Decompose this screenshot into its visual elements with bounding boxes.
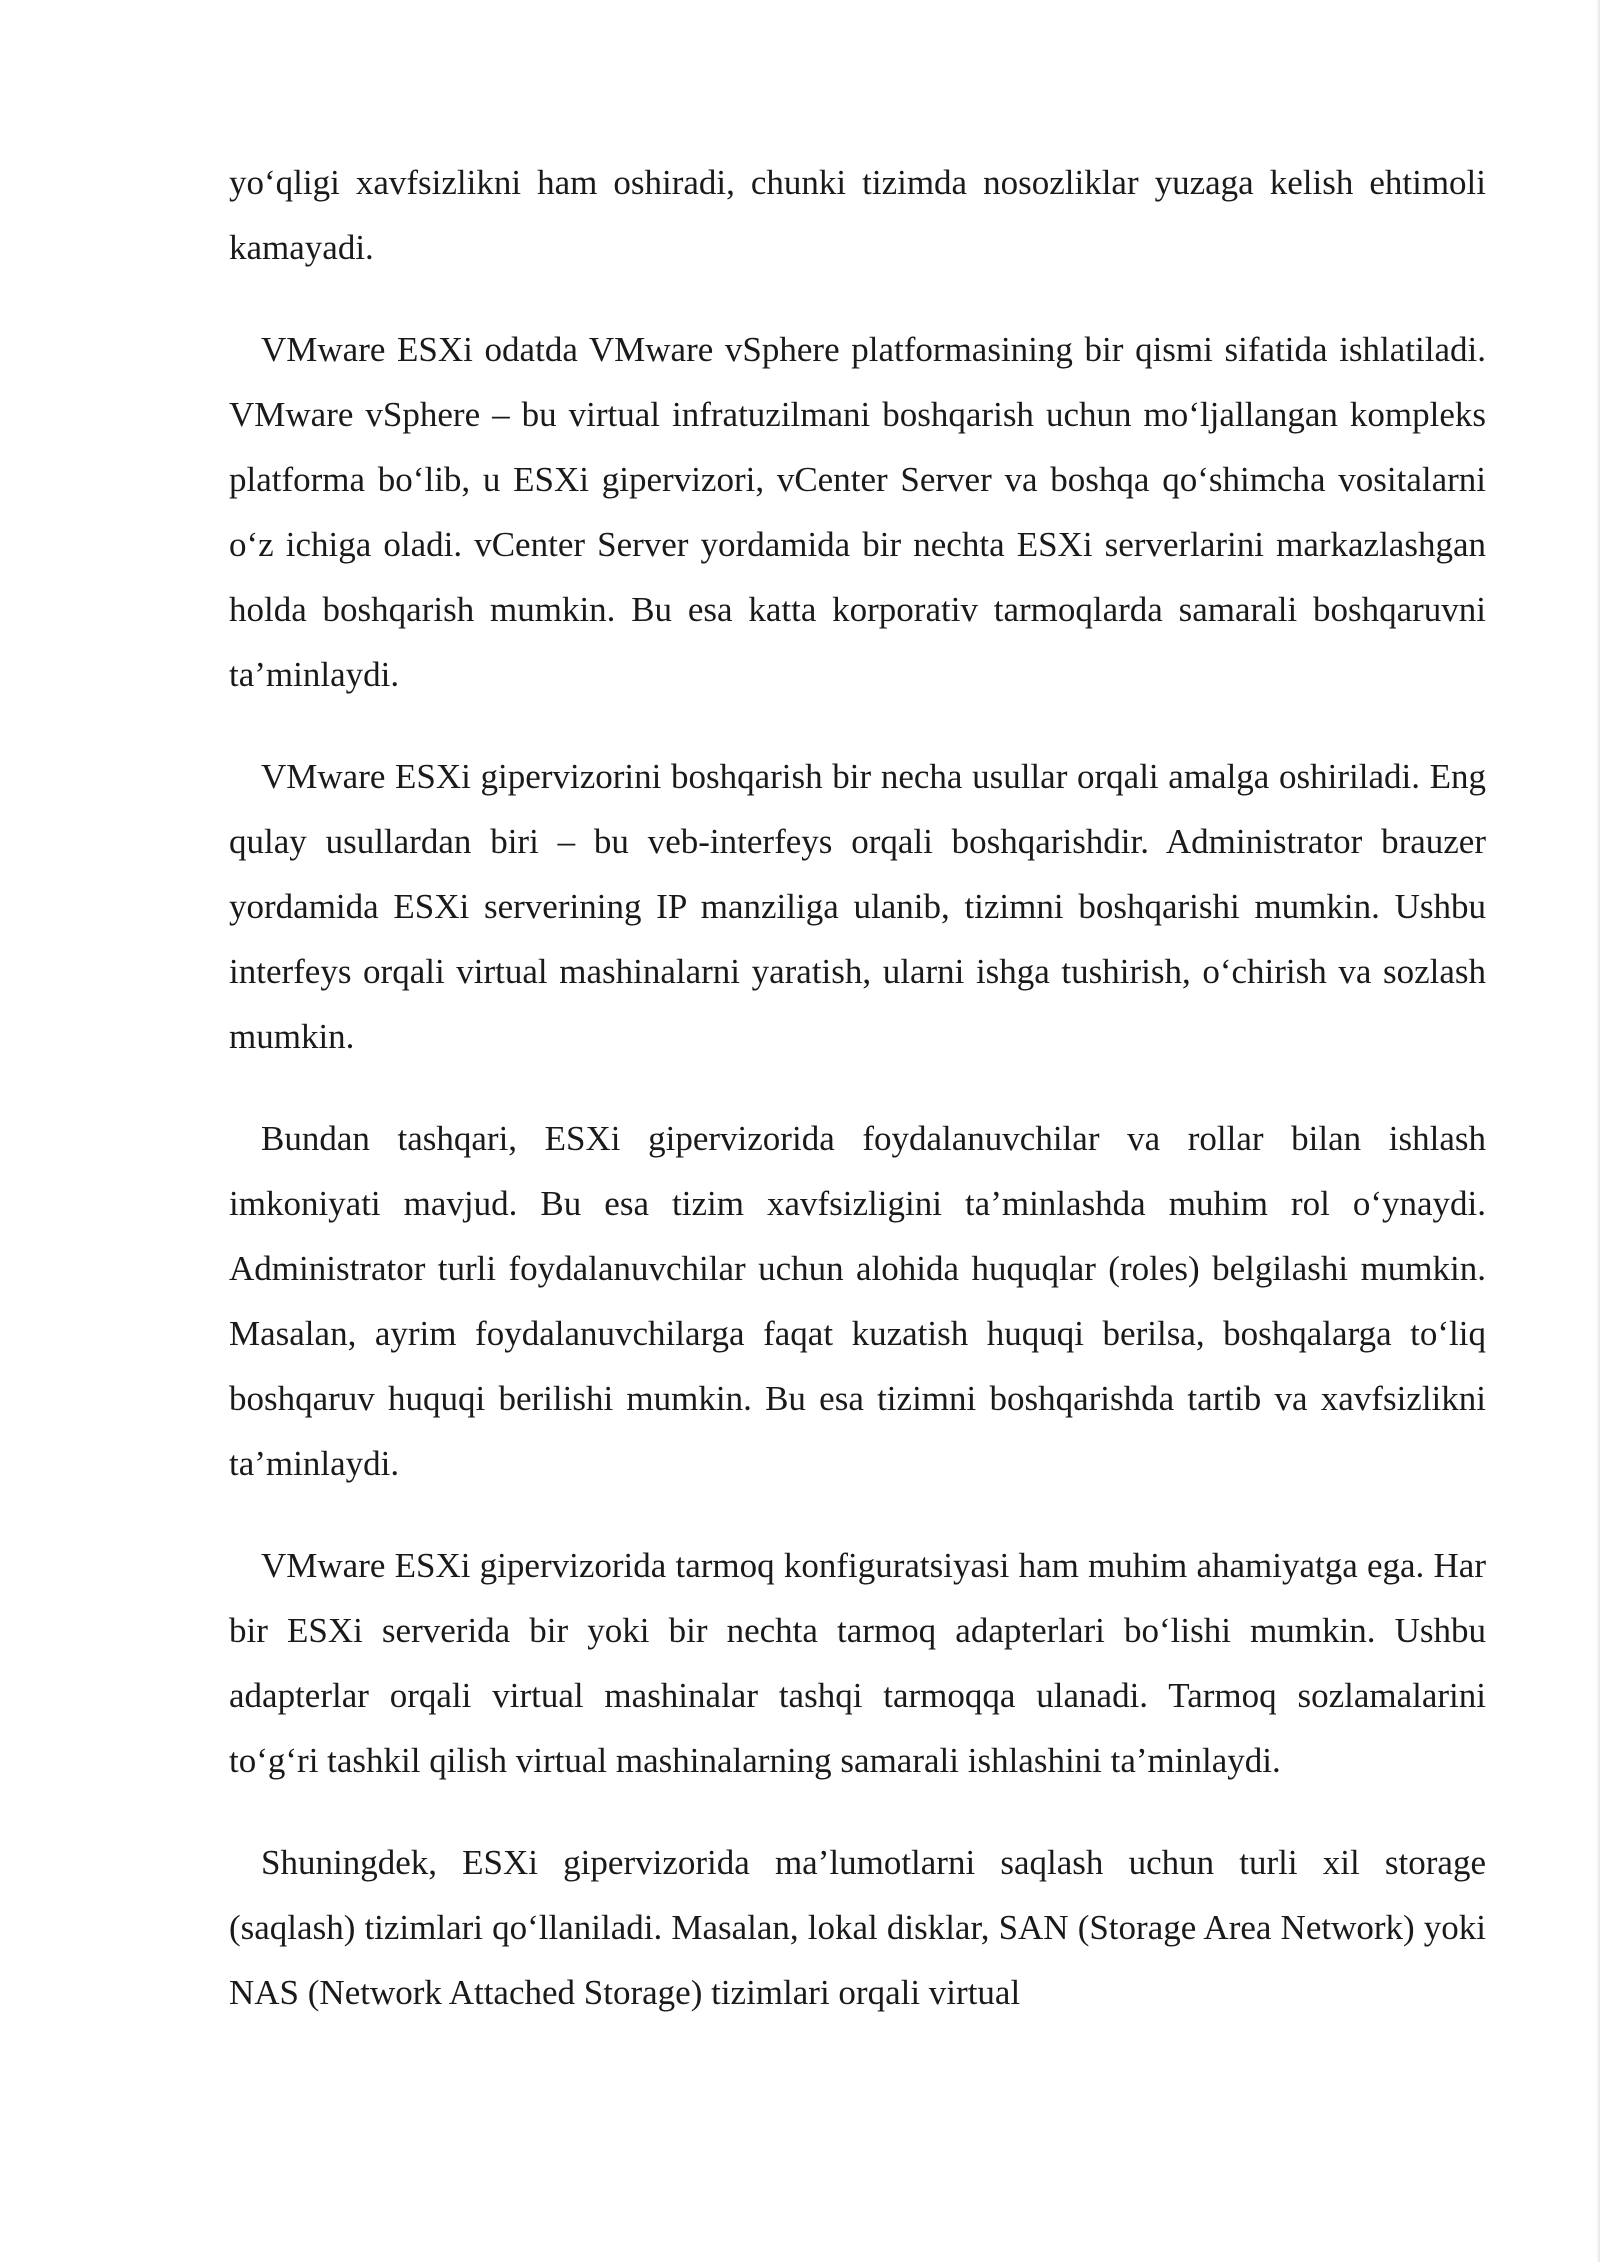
paragraph-users-roles: Bundan tashqari, ESXi gipervizorida foydalanuvchilar va rollar bilan ishlash imkoniyati mavjud. Bu esa tizim xavfsizligini ta’minlashda muhim rol o‘ynaydi. Administrator turli foydalanuvchilar uchun alohida huquqlar (roles) belgilashi mumkin. Masalan, ayrim foydalanuvchilarga faqat kuzatish huquqi berilsa, boshqalarga to‘liq boshqaruv huquqi berilishi mumkin. Bu esa tizimni boshqarishda tartib va xavfsizlikni ta’minlaydi.	[229, 1119, 1486, 1483]
paragraph-vsphere: VMware ESXi odatda VMware vSphere platformasining bir qismi sifatida ishlatiladi. VMware vSphere – bu virtual infratuzilmani boshqarish uchun mo‘ljallangan kompleks platforma bo‘lib, u ESXi gipervizori, vCenter Server va boshqa qo‘shimcha vositalarni o‘z ichiga oladi. vCenter Server yordamida bir nechta ESXi serverlarini markazlashgan holda boshqarish mumkin. Bu esa katta korporativ tarmoqlarda samarali boshqaruvni ta’minlaydi.	[229, 330, 1486, 694]
document-body	[229, 150, 1486, 2025]
paragraph-network: VMware ESXi gipervizorida tarmoq konfiguratsiyasi ham muhim ahamiyatga ega. Har bir ESXi serverida bir yoki bir nechta tarmoq adapterlari bo‘lishi mumkin. Ushbu adapterlar orqali virtual mashinalar tashqi tarmoqqa ulanadi. Tarmoq sozlamalarini to‘g‘ri tashkil qilish virtual mashinalarning samarali ishlashini ta’minlaydi.	[229, 1546, 1486, 1780]
paragraph-continued: yo‘qligi xavfsizlikni ham oshiradi, chunki tizimda nosozliklar yuzaga kelish ehtimoli kamayadi.	[229, 163, 1486, 267]
paragraph-storage: Shuningdek, ESXi gipervizorida ma’lumotlarni saqlash uchun turli xil storage (saqlash) tizimlari qo‘llaniladi. Masalan, lokal disklar, SAN (Storage Area Network) yoki NAS (Network Attached Storage) tizimlari orqali virtual	[229, 1843, 1486, 2012]
page-edge-shadow	[1596, 0, 1600, 2262]
paragraph-management: VMware ESXi gipervizorini boshqarish bir necha usullar orqali amalga oshiriladi. Eng qulay usullardan biri – bu veb-interfeys orqali boshqarishdir. Administrator brauzer yordamida ESXi serverining IP manziliga ulanib, tizimni boshqarishi mumkin. Ushbu interfeys orqali virtual mashinalarni yaratish, ularni ishga tushirish, o‘chirish va sozlash mumkin.	[229, 757, 1486, 1056]
